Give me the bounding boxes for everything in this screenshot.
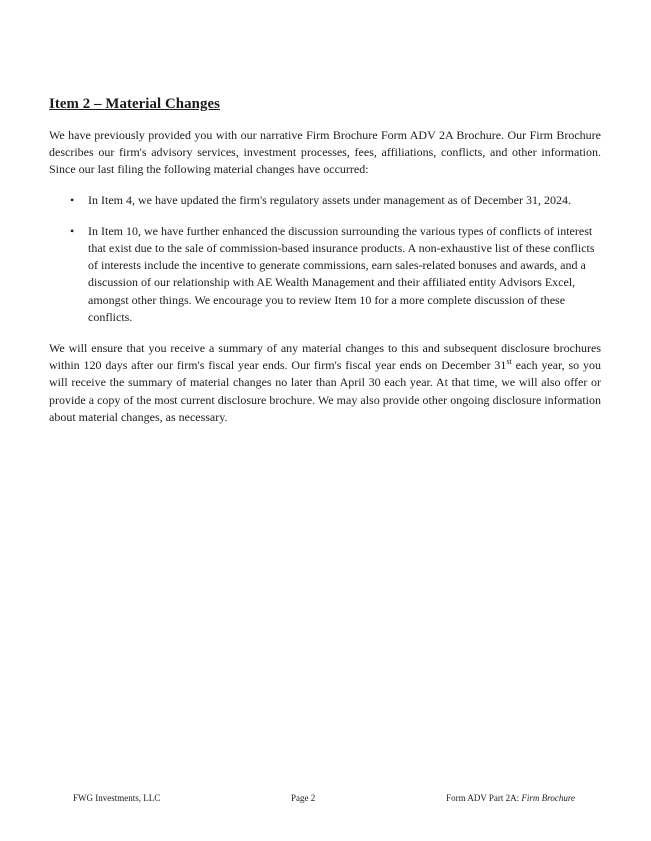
footer-doc-title-prefix: Form ADV Part 2A: [446, 793, 522, 803]
bullet-list [49, 192, 601, 326]
bullet-marker-icon: • [70, 192, 75, 207]
closing-text-end: each year, so you will receive the summary of material changes no later than April 30 each year. At that time, we will also offer or provide a copy of the most current disclosure brochure. We may also provide other ongoing disclosure information about material changes, as necessary. [49, 358, 601, 424]
footer-company-name: FWG Investments, LLC [73, 793, 161, 803]
document-body [49, 95, 601, 439]
footer-document-title [446, 792, 575, 804]
bullet-text: In Item 4, we have updated the firm's regulatory assets under management as of December 31, 2024. [88, 192, 571, 207]
footer-doc-title-italic: Firm Brochure [521, 793, 575, 803]
intro-paragraph: We have previously provided you with our narrative Firm Brochure Form ADV 2A Brochure. Our Firm Brochure describes our firm's advisory services, investment processes, fees, affiliations, conflicts, and other information. Since our last filing the following material changes have occurred: [49, 128, 601, 177]
ordinal-superscript: st [506, 357, 512, 367]
bullet-marker-icon: • [70, 223, 75, 238]
section-heading: Item 2 – Material Changes [49, 96, 220, 112]
closing-paragraph [49, 340, 601, 426]
bullet-text: In Item 10, we have further enhanced the discussion surrounding the various types of conflicts of interest that exist due to the sale of commission-based insurance products. A non-exhaustive list of these conflicts of interests include the incentive to generate commissions, earn sales-related bonuses and awards, and a discussion of our relationship with AE Wealth Management and their affiliated entity Advisors Excel, amongst other things. We encourage you to review Item 10 for a more complete discussion of these conflicts. [88, 223, 595, 324]
bullet-item [49, 192, 601, 209]
footer-page-number: Page 2 [291, 793, 316, 803]
closing-text-start: We will ensure that you receive a summary of any material changes to this and subsequent disclosure brochures within 120 days after our firm's fiscal year ends. Our firm's fiscal year ends on December 31 [49, 341, 601, 373]
page-footer [73, 792, 575, 804]
bullet-item [49, 223, 601, 326]
